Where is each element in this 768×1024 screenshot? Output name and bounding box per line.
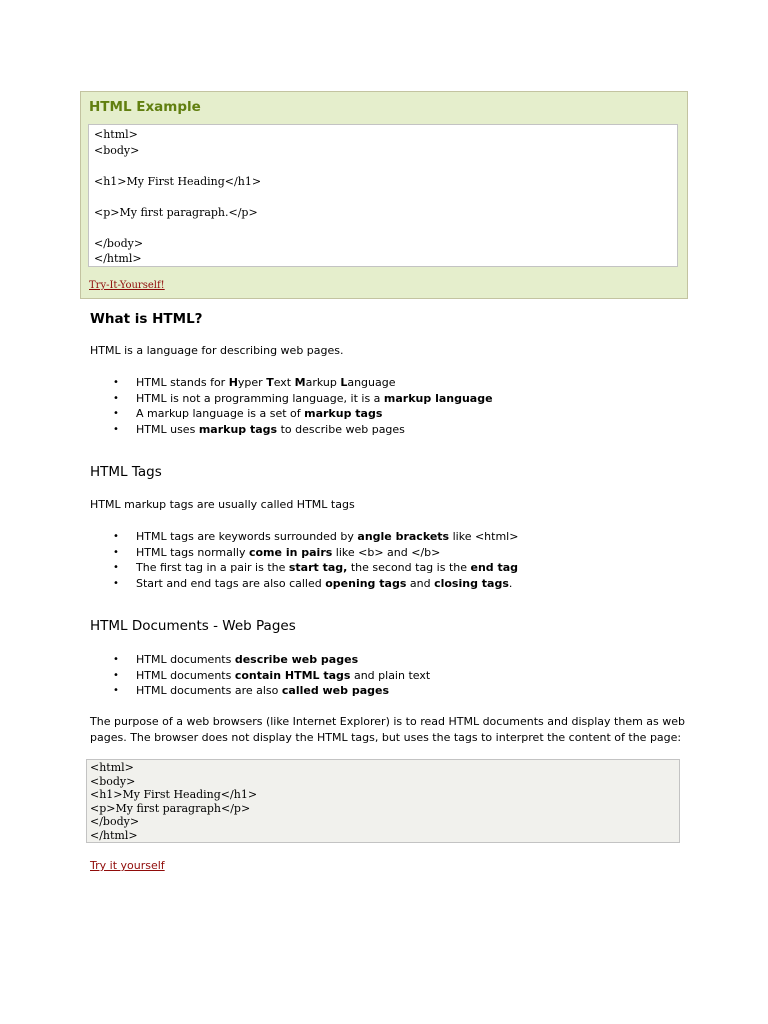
list-item [90, 545, 518, 561]
bold-text: contain HTML tags [234, 668, 351, 682]
list-item [90, 375, 493, 391]
bold-text: called web pages [281, 684, 390, 697]
try-it-yourself-bottom-link[interactable]: Try it yourself [90, 859, 165, 872]
bullet-icon: • [113, 577, 119, 589]
bold-text: end tag [470, 561, 519, 574]
what-is-html-intro: HTML is a language for describing web pages. [90, 344, 344, 357]
list-item [90, 529, 518, 545]
list-text: like <html> [449, 530, 519, 543]
list-text: and [406, 576, 435, 590]
heading-what-is-html: What is HTML? [90, 311, 203, 327]
list-text: The first tag in a pair is the [136, 561, 289, 574]
list-item [90, 391, 493, 407]
list-text: HTML tags are keywords surrounded by [136, 530, 358, 543]
list-text: arkup [305, 376, 341, 389]
bullet-icon: • [113, 669, 119, 681]
bold-text: markup tags [198, 422, 278, 436]
list-text: Start and end tags are also called [136, 576, 326, 590]
bold-text: H [228, 376, 238, 389]
heading-html-documents: HTML Documents - Web Pages [90, 618, 296, 634]
list-item [90, 422, 493, 438]
list-text: and plain text [350, 668, 431, 682]
list-text: HTML stands for [136, 376, 229, 389]
list-item [90, 668, 430, 684]
heading-html-tags: HTML Tags [90, 464, 162, 480]
bold-text: opening tags [325, 576, 407, 590]
bold-text: describe web pages [234, 653, 359, 666]
bold-text: M [294, 376, 306, 389]
html-example-box [80, 91, 688, 299]
bullet-icon: • [113, 546, 119, 558]
bullet-icon: • [113, 654, 119, 665]
bullet-icon: • [113, 562, 119, 573]
bold-text: markup tags [304, 407, 383, 420]
bullet-icon: • [113, 377, 119, 388]
bold-text: closing tags [434, 576, 509, 590]
bold-text: angle brackets [357, 530, 450, 543]
list-text: . [508, 576, 513, 590]
list-text: A markup language is a set of [136, 407, 305, 420]
example-code: <html> <body> <h1>My First Heading</h1> <p>My first paragraph.</p> </body> </html> [88, 124, 678, 267]
example-title: HTML Example [89, 99, 201, 115]
bullet-icon: • [113, 408, 119, 419]
list-item [90, 652, 430, 668]
list-text: yper [237, 376, 267, 389]
list-item [90, 406, 493, 422]
list-text: the second tag is the [347, 561, 471, 574]
bold-text: T [266, 376, 274, 389]
list-text: anguage [347, 376, 396, 389]
list-text: HTML documents are also [136, 684, 282, 697]
bullet-icon: • [113, 531, 119, 542]
list-text: to describe web pages [277, 422, 405, 436]
code-sample-box: <html> <body> <h1>My First Heading</h1> <p>My first paragraph</p> </body> </html> [86, 759, 680, 843]
list-text: ext [273, 376, 295, 389]
bullet-icon: • [113, 423, 119, 435]
list-text: HTML documents [136, 653, 235, 666]
bold-text: start tag, [288, 561, 348, 574]
list-text: like <b> and </b> [332, 545, 441, 559]
html-tags-intro: HTML markup tags are usually called HTML tags [90, 498, 355, 511]
bold-text: markup language [383, 391, 493, 405]
list-item [90, 576, 518, 592]
list-text: HTML tags normally [136, 545, 249, 559]
html-tags-list [90, 529, 518, 591]
html-documents-list [90, 652, 430, 699]
try-it-yourself-link[interactable]: Try-It-Yourself! [89, 280, 165, 291]
list-item [90, 560, 518, 576]
bold-text: come in pairs [248, 545, 333, 559]
list-text: HTML uses [136, 422, 199, 436]
list-text: HTML documents [136, 668, 235, 682]
list-text: HTML is not a programming language, it is a [136, 391, 384, 405]
bullet-icon: • [113, 685, 119, 696]
browser-purpose-paragraph: The purpose of a web browsers (like Internet Explorer) is to read HTML documents and display them as web pages. The browser does not display the HTML tags, but uses the tags to interpret the content of the page: [90, 715, 686, 744]
bullet-icon: • [113, 392, 119, 404]
what-is-html-list [90, 375, 493, 437]
bold-text: L [340, 376, 348, 389]
list-item [90, 683, 430, 699]
